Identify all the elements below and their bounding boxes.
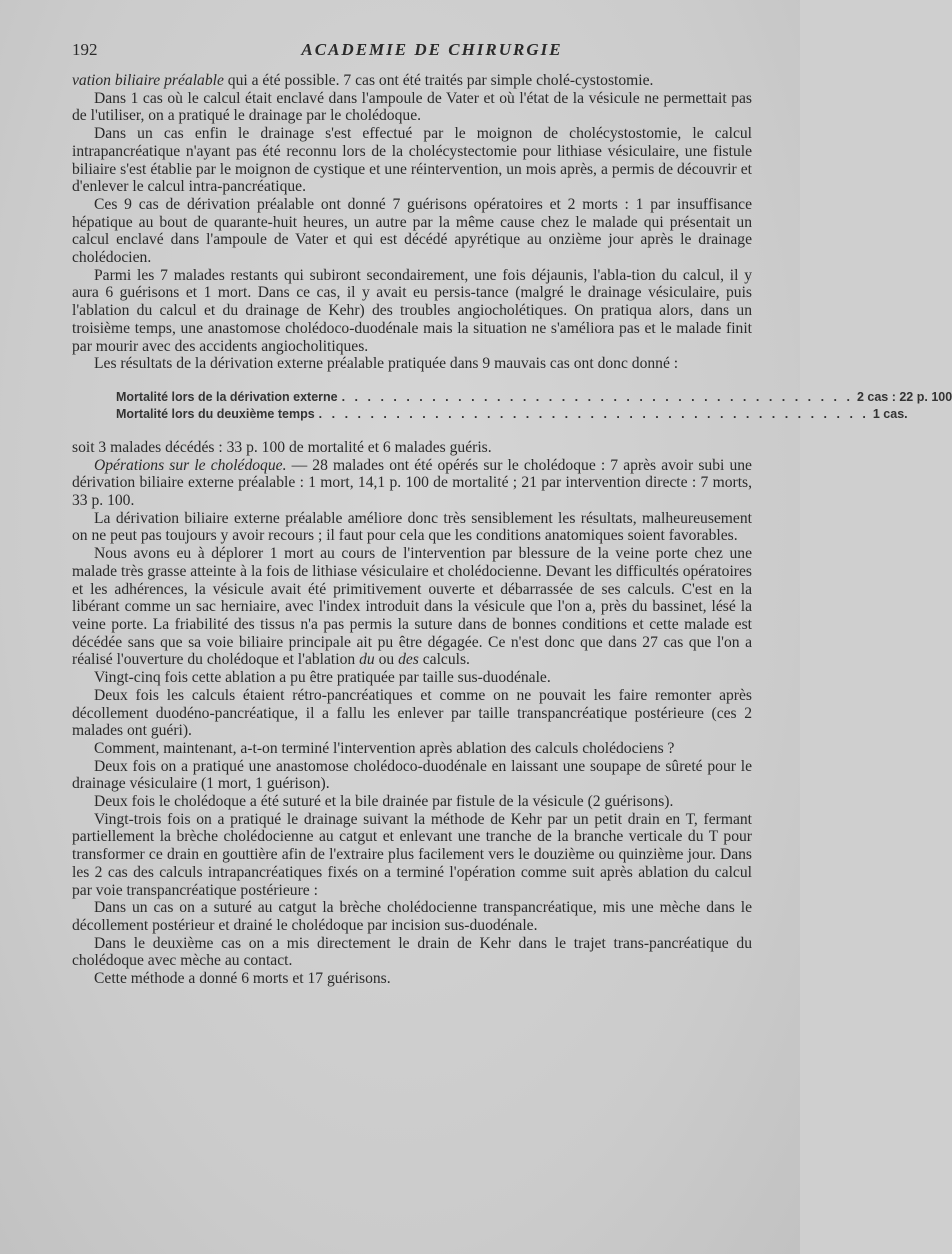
paragraph-6: Les résultats de la dérivation externe préalable pratiquée dans 9 mauvais cas ont donc donné : xyxy=(94,355,679,373)
paragraph-17: Dans un cas on a suturé au catgut la brèche cholédocienne transpancréatique, mis une mèche dans le décollement postérieur et drainé le cholédoque par incision sus-duodénale. xyxy=(72,899,752,934)
paragraph-8 xyxy=(72,457,752,510)
tally-label: Mortalité lors de la dérivation externe xyxy=(116,389,338,404)
paragraph-10-text: Nous avons eu à déplorer 1 mort au cours de l'intervention par blessure de la veine porte chez une malade très grasse atteinte à la fois de lithiase vésiculaire et cholédocienne. Devant les difficultés opératoires et les adhérences, la vésicule avait été primitivement ouverte et débarrassée de ses calculs. C'est en la libérant comme un sac herniaire, avec l'index introduit dans la vésicule que l'on a, près du bassinet, lésé la veine porte. La friabilité des tissus n'a pas permis la suture dans de bonnes conditions et cette malade est décédée sans que sa voie biliaire principale ait pu être dégagée. Ce n'est donc que dans 27 cas que l'on a réalisé l'ouverture du cholédoque et l'ablation xyxy=(72,545,752,669)
paragraph-11: Vingt-cinq fois cette ablation a pu être pratiquée par taille sus-duodénale. xyxy=(94,669,551,687)
paragraph-5: Parmi les 7 malades restants qui subiront secondairement, une fois déjaunis, l'abla-tion du calcul, il y aura 6 guérisons et 1 mort. Dans ce cas, il y avait eu persis-tance (malgré le drainage vésiculaire, puis l'ablation du calcul et du drainage de Kehr) des troubles angiocholétiques. On pratiqua alors, dans un troisième temps, une anastomose cholédoco-duodénale mais la situation ne s'améliora pas et le malade finit par mourir avec des accidents angiocholitiques. xyxy=(72,266,752,355)
paragraph-16: Vingt-trois fois on a pratiqué le drainage suivant la méthode de Kehr par un petit drain en T, fermant partiellement la brèche cholédocienne au catgut et enlevant une tranche de la branche verticale du T pour transformer ce drain en gouttière afin de l'extraire plus facilement vers le douzième ou quinzième jour. Dans les 2 cas des calculs intrapancréatiques fixés on a terminé l'opération comme suit après ablation du calcul par voie transpancréatique postérieure : xyxy=(72,810,752,899)
paragraph-19: Cette méthode a donné 6 morts et 17 guérisons. xyxy=(94,970,391,988)
paragraph-4: Ces 9 cas de dérivation préalable ont donné 7 guérisons opératoires et 2 morts : 1 par insuffisance hépatique au bout de quarante-huit heures, un autre par la même cause chez le malade qui présentait un calcul enclavé dans l'ampoule de Vater et qui est décédé apyrétique au onzième jour après le drainage cholédocien. xyxy=(72,195,752,267)
mortality-tally xyxy=(116,389,952,423)
paragraph-15: Deux fois le cholédoque a été suturé et la bile drainée par fistule de la vésicule (2 guérisons). xyxy=(94,793,674,811)
page-header xyxy=(72,40,752,64)
paragraph-1 xyxy=(72,72,752,90)
paragraph-9: La dérivation biliaire externe préalable améliore donc très sensiblement les résultats, malheureusement on ne peut pas toujours y avoir recours ; il faut pour cela que les conditions anatomiques soient favorables. xyxy=(72,509,752,545)
paragraph-3: Dans un cas enfin le drainage s'est effectué par le moignon de cholécystostomie, le calcul intrapancréatique n'ayant pas été reconnu lors de la cholécystectomie pour lithiase vésiculaire, une fistule biliaire s'est établie par le moignon de cystique et une réintervention, un mois après, a permis de découvrir et d'enlever le calcul intra-pancréatique. xyxy=(72,125,752,196)
paragraph-10-text: calculs. xyxy=(418,651,470,669)
paragraph-12: Deux fois les calculs étaient rétro-pancréatiques et comme on ne pouvait les faire remonter après décollement duodéno-pancréatique, il a fallu les enlever par taille transpancréatique postérieure (ces 2 malades ont guéri). xyxy=(72,686,752,740)
tally-value: 2 cas : 22 p. 100 xyxy=(856,389,952,404)
tally-label: Mortalité lors du deuxième temps xyxy=(116,406,315,421)
tally-row xyxy=(116,389,952,406)
paragraph-10-text: ou xyxy=(374,651,399,669)
paragraph-1-italic-lead: vation biliaire préalable xyxy=(72,72,224,89)
body-text xyxy=(72,72,952,988)
paragraph-13: Comment, maintenant, a-t-on terminé l'intervention après ablation des calculs cholédociens ? xyxy=(94,739,675,757)
leader-dots: . . . . . . . . . . . . . . . . . . . . . . . . . . . . . . . . . . . . . . . . . . . xyxy=(318,406,869,421)
tally-value: 1 cas. xyxy=(872,406,908,421)
paragraph-18: Dans le deuxième cas on a mis directement le drain de Kehr dans le trajet trans-pancréatique du cholédoque avec mèche au contact. xyxy=(72,934,752,970)
paragraph-7: soit 3 malades décédés : 33 p. 100 de mortalité et 6 malades guéris. xyxy=(72,438,492,456)
page-number: 192 xyxy=(72,40,98,59)
section-heading-italic: Opérations sur le cholédoque. xyxy=(94,456,287,474)
paragraph-10-italic: du xyxy=(359,651,375,669)
paragraph-8-text: — 28 malades ont été opérés sur le cholédoque : 7 après avoir subi une dérivation biliaire externe préalable : 1 mort, 14,1 p. 100 de mortalité ; 21 par intervention directe : 7 morts, 33 p. 100. xyxy=(72,456,752,510)
paragraph-1-text: qui a été possible. 7 cas ont été traités par simple cholé-cystostomie. xyxy=(223,72,654,89)
tally-row xyxy=(116,406,908,423)
paragraph-10 xyxy=(72,545,752,669)
paragraph-14: Deux fois on a pratiqué une anastomose cholédoco-duodénale en laissant une soupape de sûreté pour le drainage vésiculaire (1 mort, 1 guérison). xyxy=(72,757,752,793)
paragraph-2: Dans 1 cas où le calcul était enclavé dans l'ampoule de Vater et où l'état de la vésicule ne permettait pas de l'utiliser, on a pratiqué le drainage par le cholédoque. xyxy=(72,89,752,125)
paragraph-10-italic: des xyxy=(398,651,419,669)
running-title: ACADEMIE DE CHIRURGIE xyxy=(301,40,563,59)
leader-dots: . . . . . . . . . . . . . . . . . . . . . . . . . . . . . . . . . . . . . . . . xyxy=(341,389,853,404)
